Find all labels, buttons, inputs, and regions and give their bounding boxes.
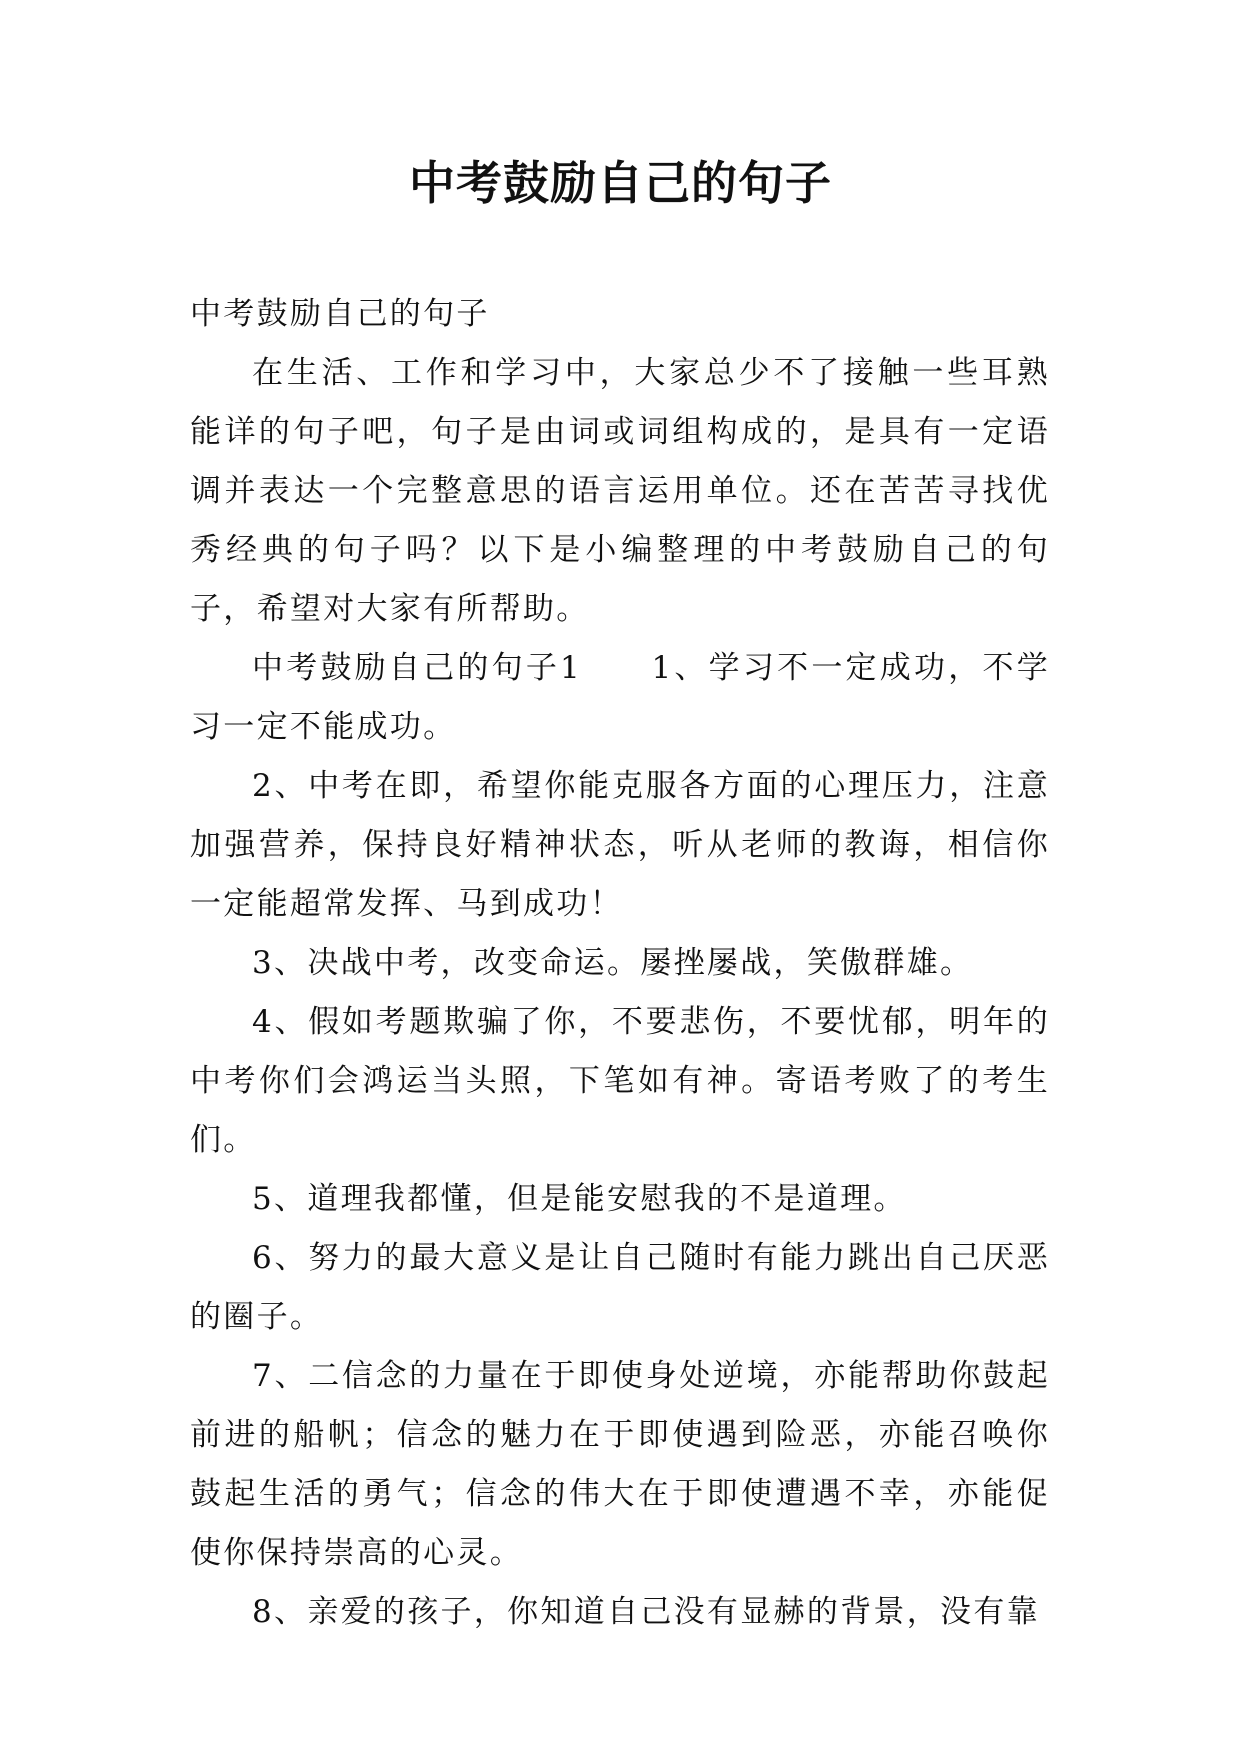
quote-paragraph-1: 中考鼓励自己的句子1 1、学习不一定成功，不学习一定不能成功。 xyxy=(190,650,1050,745)
quote-paragraph-7: 7、二信念的力量在于即使身处逆境，亦能帮助你鼓起前进的船帆；信念的魅力在于即使遇到险恶，亦能召唤你鼓起生活的勇气；信念的伟大在于即使遭遇不幸，亦能促使你保持崇高的心灵。 xyxy=(190,1358,1050,1571)
quote-paragraph-8: 8、亲爱的孩子，你知道自己没有显赫的背景，没有靠 xyxy=(252,1594,1040,1630)
quote-paragraph-3: 3、决战中考，改变命运。屡挫屡战，笑傲群雄。 xyxy=(252,945,974,981)
document-title: 中考鼓励自己的句子 xyxy=(409,156,832,210)
quote-paragraph-6: 6、努力的最大意义是让自己随时有能力跳出自己厌恶的圈子。 xyxy=(190,1240,1050,1335)
quote-paragraph-4: 4、假如考题欺骗了你，不要悲伤，不要忧郁，明年的中考你们会鸿运当头照，下笔如有神。寄语考败了的考生们。 xyxy=(190,1004,1050,1158)
quote-paragraph-2: 2、中考在即，希望你能克服各方面的心理压力，注意加强营养，保持良好精神状态，听从老师的教诲，相信你一定能超常发挥、马到成功！ xyxy=(190,768,1050,922)
document-body xyxy=(190,285,1050,1642)
quote-paragraph-5: 5、道理我都懂，但是能安慰我的不是道理。 xyxy=(252,1181,907,1217)
document-subtitle: 中考鼓励自己的句子 xyxy=(190,296,490,332)
intro-paragraph: 在生活、工作和学习中，大家总少不了接触一些耳熟能详的句子吧，句子是由词或词组构成的，是具有一定语调并表达一个完整意思的语言运用单位。还在苦苦寻找优秀经典的句子吗？以下是小编整理的中考鼓励自己的句子，希望对大家有所帮助。 xyxy=(190,355,1050,627)
